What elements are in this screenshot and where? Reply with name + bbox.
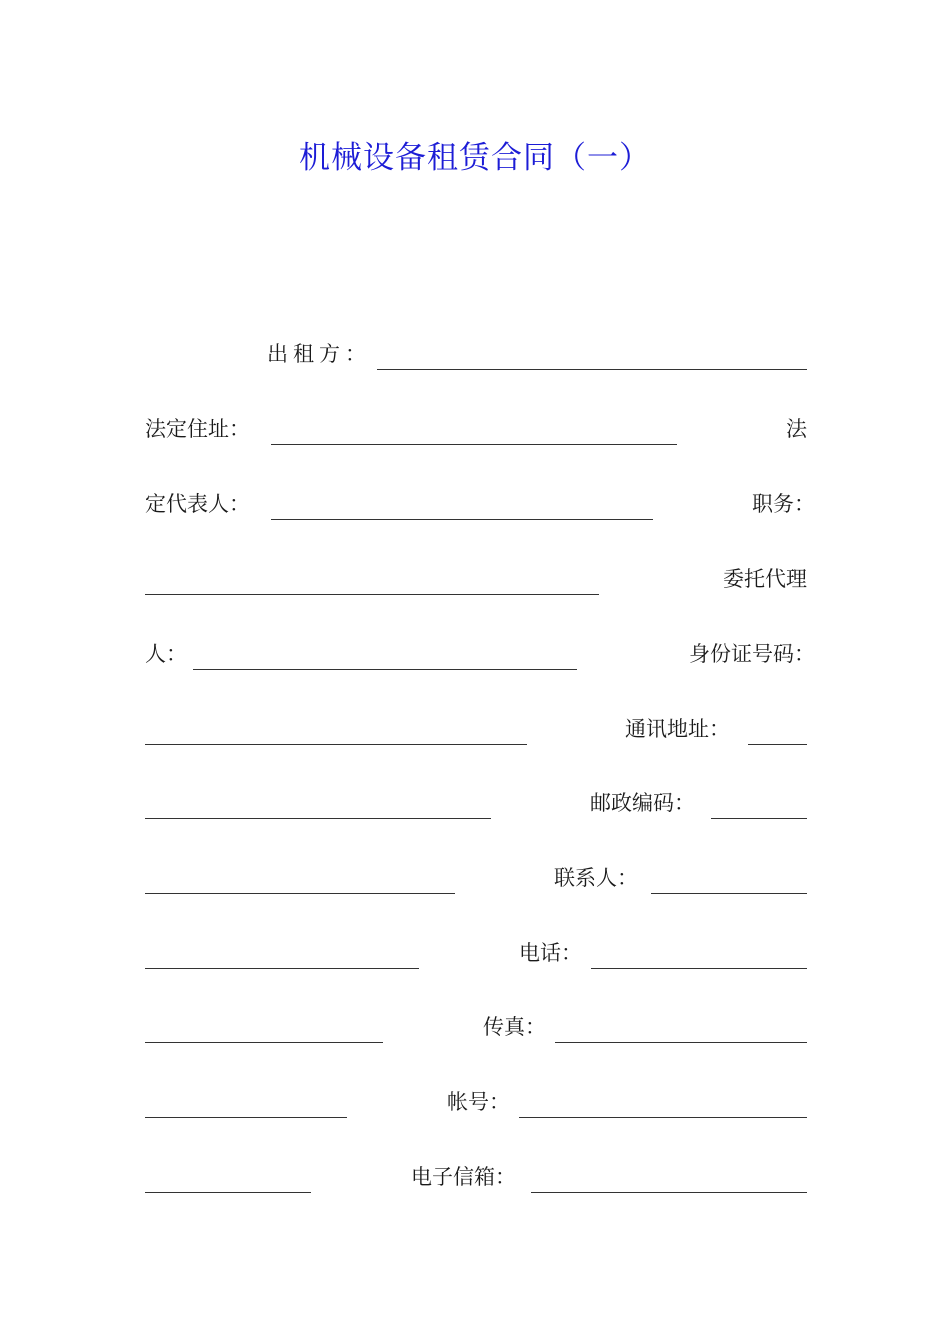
- postal-code-blank-end[interactable]: [145, 893, 455, 894]
- legal-address-blank[interactable]: [271, 444, 677, 445]
- legal-rep-blank[interactable]: [271, 519, 653, 520]
- position-blank[interactable]: [145, 594, 599, 595]
- lessor-blank[interactable]: [377, 369, 807, 370]
- fax-row: [145, 1011, 807, 1045]
- contact-person-row: [145, 862, 807, 896]
- email-row: [145, 1161, 807, 1195]
- account-blank-start[interactable]: [519, 1117, 807, 1118]
- phone-label: 电话：: [519, 941, 582, 965]
- document-title: 机械设备租赁合同（一）: [299, 140, 651, 176]
- agent-name-row: [145, 638, 815, 672]
- phone-blank-end[interactable]: [145, 1042, 383, 1043]
- mailing-address-blank-end[interactable]: [145, 818, 491, 819]
- legal-rep-label-start: 法: [786, 417, 807, 441]
- id-number-blank[interactable]: [145, 744, 527, 745]
- mailing-address-label: 通讯地址：: [625, 717, 730, 741]
- lessor-label: 出租方：: [267, 342, 371, 366]
- phone-row: [145, 937, 807, 971]
- postal-code-blank-start[interactable]: [711, 818, 807, 819]
- email-label: 电子信箱：: [411, 1165, 516, 1189]
- postal-code-label: 邮政编码：: [590, 791, 695, 815]
- legal-rep-row: [145, 488, 815, 522]
- mailing-address-row: [145, 713, 807, 747]
- fax-label: 传真：: [483, 1015, 546, 1039]
- fax-blank-end[interactable]: [145, 1117, 347, 1118]
- legal-address-label: 法定住址：: [145, 417, 250, 441]
- legal-address-row: [145, 413, 807, 447]
- fax-blank-start[interactable]: [555, 1042, 807, 1043]
- contact-person-blank-end[interactable]: [145, 968, 419, 969]
- account-label: 帐号：: [447, 1090, 510, 1114]
- account-row: [145, 1086, 807, 1120]
- mailing-address-blank-start[interactable]: [748, 744, 807, 745]
- agent-label-start: 委托代理: [723, 567, 807, 591]
- account-blank-end[interactable]: [145, 1192, 311, 1193]
- agent-blank[interactable]: [193, 669, 577, 670]
- phone-blank-start[interactable]: [591, 968, 807, 969]
- email-blank[interactable]: [531, 1192, 807, 1193]
- id-number-label: 身份证号码：: [689, 642, 815, 666]
- postal-code-row: [145, 787, 807, 821]
- agent-label-end: 人：: [145, 642, 187, 666]
- legal-rep-label-end: 定代表人：: [145, 492, 250, 516]
- lessor-row: [145, 338, 807, 372]
- contact-person-blank-start[interactable]: [651, 893, 807, 894]
- contact-person-label: 联系人：: [554, 866, 638, 890]
- position-label: 职务：: [752, 492, 815, 516]
- agent-row: [145, 563, 807, 597]
